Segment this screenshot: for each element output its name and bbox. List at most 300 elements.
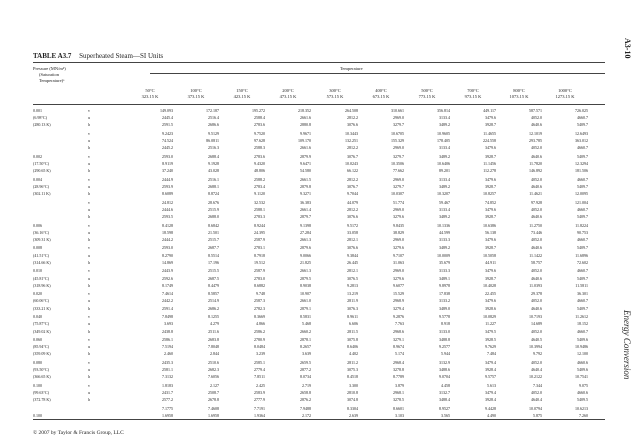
table-cell: 3279.1 [393, 337, 404, 342]
table-cell: 9.5129 [208, 130, 219, 136]
table-cell: 7.9488 [300, 405, 311, 411]
temp-column-header: 200°C 473.15 K [279, 88, 297, 99]
table-cell: 2586.2 [254, 328, 265, 334]
table-cell: 178.405 [437, 138, 450, 144]
table-cell: 9.0704 [439, 374, 450, 380]
table-cell: 7.344 [533, 382, 542, 388]
table-cell: 10.8257 [483, 191, 496, 197]
table-cell: 2879.9 [300, 153, 311, 159]
table-cell: 10.6406 [437, 161, 450, 166]
table-cell: 2661.4 [300, 206, 311, 212]
table-cell: 224.558 [483, 138, 496, 144]
table-cell: 3279.6 [393, 214, 404, 219]
table-cell: 3479.4 [485, 359, 496, 365]
table-cell: 8.918 [441, 321, 450, 327]
table-cell: 9.8435 [393, 222, 404, 228]
table-cell: 5.875 [533, 412, 542, 418]
table-cell: 4660.6 [577, 390, 588, 395]
table-cell: 3479.6 [485, 145, 496, 151]
pressure-label: 0.001 [33, 108, 42, 113]
table-cell: 3279.7 [393, 122, 404, 128]
property-symbol: h [88, 122, 90, 128]
table-cell: 3279.6 [393, 275, 404, 281]
book-title: Energy Conversion [622, 310, 632, 380]
table-cell: 24.395 [254, 229, 265, 235]
property-symbol: h [88, 351, 90, 357]
table-cell: 4660.7 [577, 176, 588, 182]
table-cell: 10.9486 [575, 344, 588, 350]
table-cell: 2687.5 [208, 275, 219, 281]
table-cell: 1.9364 [254, 412, 265, 418]
table-cell: 2435.3 [162, 359, 173, 365]
table-cell: 12.0095 [575, 191, 588, 197]
table-cell: 2658.8 [300, 390, 311, 395]
table-cell: 3928.6 [485, 305, 496, 311]
pressure-label: (290.65 K) [33, 168, 51, 174]
table-cell: 2585.1 [254, 359, 265, 365]
table-cell: 9.748 [256, 291, 265, 297]
table-cell: 12.3294 [575, 161, 588, 166]
table-cell: 5.613 [487, 382, 496, 388]
table-cell: 4052.0 [531, 115, 542, 121]
pressure-label: 0.040 [33, 314, 42, 320]
table-cell: 2659.5 [300, 359, 311, 365]
table-cell: 2811.5 [347, 328, 358, 334]
table-cell: 2588.1 [254, 206, 265, 212]
table-cell: 9.4320 [254, 161, 265, 166]
table-cell: 172.187 [206, 108, 219, 113]
table-cell: 12.1019 [529, 130, 542, 136]
table-cell: 8.3304 [347, 405, 358, 411]
table-cell: 2661.3 [300, 236, 311, 242]
table-cell: 2968.1 [393, 390, 404, 395]
table-cell: 2508.7 [208, 390, 219, 395]
table-cell: 9.7629 [485, 344, 496, 350]
pressure-label: (366.65 K) [33, 374, 51, 380]
table-cell: 3278.5 [393, 397, 404, 403]
table-cell: 10.3506 [391, 161, 404, 166]
table-title [33, 52, 163, 60]
pressure-label: (93.50°C) [33, 367, 49, 373]
table-cell: 2.127 [210, 382, 219, 388]
pressure-label: (280.13 K) [33, 122, 51, 128]
table-cell: 587.571 [529, 108, 542, 113]
temp-column-header: 400°C 673.15 K [372, 88, 390, 99]
temp-column-header: 700°C 973.15 K [464, 88, 482, 99]
property-symbol: v [88, 153, 90, 159]
table-cell: 11.1456 [483, 161, 496, 166]
table-cell: 2812.1 [347, 236, 358, 242]
table-cell: 43.028 [208, 168, 219, 174]
table-cell: 3.693 [164, 321, 173, 327]
pressure-label: (333.21 K) [33, 305, 51, 311]
table-cell: 2968.9 [393, 298, 404, 304]
pressure-label: (28.96°C) [33, 183, 49, 189]
property-symbol: v [88, 359, 90, 365]
table-cell: 7.8498 [162, 314, 173, 320]
table-cell: 2688.0 [208, 214, 219, 219]
table-cell: 2583.9 [254, 390, 265, 395]
table-cell: 38.829 [393, 229, 404, 235]
table-cell: 7.8048 [208, 344, 219, 350]
table-cell: 8.6406 [347, 344, 358, 350]
table-cell: 3479.5 [485, 328, 496, 334]
table-cell: 2515.9 [208, 206, 219, 212]
table-cell: 2811.9 [347, 298, 358, 304]
table-cell: 7.8511 [254, 374, 265, 380]
table-cell: 3928.7 [485, 214, 496, 219]
table-cell: 3133.2 [439, 298, 450, 304]
table-cell: 9.075 [579, 382, 588, 388]
table-cell: 2783.3 [254, 214, 265, 219]
table-cell: 121.004 [575, 199, 588, 205]
table-cell: 9.2813 [347, 282, 358, 288]
table-cell: 2587.3 [254, 298, 265, 304]
table-cell: 8.9244 [254, 222, 265, 228]
table-cell: 9.5778 [439, 314, 450, 320]
table-cell: 3076.6 [347, 214, 358, 219]
table-cell: 14.869 [162, 259, 173, 265]
table-cell: 2660.2 [300, 328, 311, 334]
table-cell: 11.8224 [575, 222, 588, 228]
table-cell: 56.138 [485, 229, 496, 235]
table-cell: 3076.3 [347, 305, 358, 311]
table-cell: 8.9674 [393, 344, 404, 350]
table-cell: 3488.6 [439, 367, 450, 373]
pressure-label: (45.81°C) [33, 275, 49, 281]
table-cell: 2811.2 [347, 359, 358, 365]
table-cell: 3928.4 [485, 367, 496, 373]
table-cell: 2510.6 [208, 359, 219, 365]
table-cell: 4052.0 [531, 359, 542, 365]
table-cell: 218.352 [298, 108, 311, 113]
table-cell: 2514.9 [208, 298, 219, 304]
property-symbol: h [88, 214, 90, 219]
table-cell: 2588.3 [254, 145, 265, 151]
table-cell: 9.0066 [300, 252, 311, 258]
table-number: TABLE A3.7 [33, 52, 72, 60]
table-cell: 109.170 [298, 138, 311, 144]
table-cell: 2879.8 [300, 183, 311, 189]
table-cell: 8.9611 [347, 314, 358, 320]
table-cell: 4.458 [441, 382, 450, 388]
table-cell: 73.446 [531, 229, 542, 235]
table-cell: 5409.7 [577, 245, 588, 251]
table-cell: 2688.4 [208, 153, 219, 159]
table-cell: 2.460 [164, 351, 173, 357]
table-cell: 726.025 [575, 108, 588, 113]
table-cell: 8.4518 [347, 374, 358, 380]
table-cell: 9.792 [533, 351, 542, 357]
pressure-label: 0.100 [33, 382, 42, 388]
table-cell: 26.445 [347, 259, 358, 265]
table-cell: 2879.7 [300, 214, 311, 219]
table-cell: 51.774 [393, 199, 404, 205]
property-symbol: v [88, 382, 90, 388]
pressure-label: (17.50°C) [33, 161, 49, 166]
table-cell: 9.9671 [300, 130, 311, 136]
table-cell: 2661.3 [300, 268, 311, 274]
table-cell: 9.1120 [254, 191, 265, 197]
table-cell: 5.944 [441, 351, 450, 357]
table-cell: 59.467 [439, 199, 450, 205]
table-cell: 2587.9 [254, 268, 265, 274]
table-cell: 132.251 [345, 138, 358, 144]
table-cell: 264.508 [345, 108, 358, 113]
table-cell: 13.219 [347, 291, 358, 297]
property-symbol: u [88, 229, 90, 235]
table-cell: 2969.0 [393, 176, 404, 182]
table-cell: 5409.7 [577, 122, 588, 128]
table-cell: 66.122 [347, 168, 358, 174]
table-cell: 363.012 [575, 138, 588, 144]
pressure-label: 0.006 [33, 222, 42, 228]
table-cell: 9.3271 [300, 191, 311, 197]
table-cell: 3075.8 [347, 337, 358, 342]
table-cell: 97.928 [531, 199, 542, 205]
table-cell: 12.100 [577, 351, 588, 357]
table-cell: 11.227 [485, 321, 496, 327]
table-cell: 3133.3 [439, 236, 450, 242]
table-cell: 3279.4 [393, 305, 404, 311]
property-symbol: v [88, 337, 90, 342]
table-cell: 4052.0 [531, 328, 542, 334]
table-cell: 2581.1 [162, 367, 173, 373]
table-cell: 2812.2 [347, 206, 358, 212]
table-cell: 2.719 [302, 382, 311, 388]
table-cell: 2812.2 [347, 176, 358, 182]
table-cell: 3074.8 [347, 397, 358, 403]
property-symbol: h [88, 397, 90, 403]
table-cell: 8.4128 [162, 222, 173, 228]
pressure-label: (75.87°C) [33, 321, 49, 327]
table-cell: 3.639 [302, 351, 311, 357]
table-cell: 2.639 [349, 412, 358, 418]
pressure-label: 0.020 [33, 291, 42, 297]
temp-column-header: 800°C 1073.15 K [509, 88, 529, 99]
table-cell: 8.4479 [208, 282, 219, 288]
table-cell: 2686.2 [208, 305, 219, 311]
table-cell: 2438.8 [162, 328, 173, 334]
table-cell: 3479.6 [485, 206, 496, 212]
table-cell: 19.512 [254, 259, 265, 265]
property-symbol: u [88, 183, 90, 189]
table-cell: 2593.0 [162, 245, 173, 251]
table-cell: 2516.3 [208, 145, 219, 151]
table-cell: 2661.6 [300, 145, 311, 151]
table-cell: 5409.7 [577, 153, 588, 159]
table-cell: 21.501 [208, 229, 219, 235]
table-cell: 4660.6 [577, 359, 588, 365]
table-cell: 10.4028 [483, 282, 496, 288]
pressure-label: 0.080 [33, 359, 42, 365]
table-cell: 2661.0 [300, 298, 311, 304]
property-symbol: u [88, 161, 90, 166]
table-cell: 4640.6 [531, 305, 542, 311]
table-cell: 3133.4 [439, 115, 450, 121]
table-cell: 2588.2 [254, 176, 265, 182]
table-cell: 11.4655 [483, 130, 496, 136]
property-symbol: v [88, 268, 90, 274]
table-cell: 2.844 [210, 351, 219, 357]
table-cell: 10.0794 [529, 405, 542, 411]
property-symbol: v [88, 222, 90, 228]
property-symbol: u [88, 367, 90, 373]
property-symbol: h [88, 145, 90, 151]
table-cell: 4640.4 [531, 397, 542, 403]
table-cell: 4052.0 [531, 390, 542, 395]
pressure-label: (372.78 K) [33, 397, 51, 403]
table-cell: 2682.3 [208, 367, 219, 373]
table-cell: 4640.6 [531, 245, 542, 251]
table-cell: 3489.2 [439, 122, 450, 128]
table-cell: 3.565 [441, 412, 450, 418]
table-cell: 9.6471 [300, 161, 311, 166]
table-cell: 7.484 [487, 351, 496, 357]
table-cell: 8.1255 [208, 314, 219, 320]
table-cell: 10.7193 [529, 314, 542, 320]
table-cell: 2782.3 [254, 305, 265, 311]
table-cell: 3076.6 [347, 245, 358, 251]
table-cell: 8.9038 [300, 282, 311, 288]
table-cell: 2445.4 [162, 115, 173, 121]
table-cell: 149.093 [160, 108, 173, 113]
table-cell: 4052.0 [531, 236, 542, 242]
table-cell: 2.172 [302, 412, 311, 418]
table-cell: 8.6089 [162, 191, 173, 197]
table-cell: 5409.5 [577, 397, 588, 403]
table-cell: 11.7820 [529, 161, 542, 166]
pressure-label: (60.06°C) [33, 298, 49, 304]
table-cell: 36.301 [577, 291, 588, 297]
table-cell: 8.6842 [208, 222, 219, 228]
table-cell: 181.506 [575, 168, 588, 174]
table-cell: 10.0009 [437, 252, 450, 258]
table-cell: 22.455 [485, 291, 496, 297]
table-cell: 11.5811 [575, 282, 588, 288]
table-cell: 5.468 [302, 321, 311, 327]
table-cell: 11.2612 [575, 314, 588, 320]
table-cell: 18.152 [577, 321, 588, 327]
table-cell: 11.4621 [529, 191, 542, 197]
table-cell: 2876.2 [300, 397, 311, 403]
table-cell: 2969.0 [393, 268, 404, 274]
table-cell: 3488.4 [439, 397, 450, 403]
table-cell: 5409.6 [577, 337, 588, 342]
table-cell: 2431.7 [162, 390, 173, 395]
pressure-label: (6.98°C) [33, 115, 47, 121]
table-cell: 2591.5 [162, 122, 173, 128]
table-cell: 2445.2 [162, 145, 173, 151]
table-cell: 2880.8 [300, 122, 311, 128]
property-symbol: h [88, 374, 90, 380]
table-cell: 10.0243 [345, 161, 358, 166]
table-cell: 2515.7 [208, 236, 219, 242]
table-cell: 3075.3 [347, 367, 358, 373]
table-cell: 4052.0 [531, 176, 542, 182]
table-cell: 10.907 [300, 291, 311, 297]
table-cell: 4.490 [487, 412, 496, 418]
table-cell: 3.879 [395, 382, 404, 388]
table-cell: 9.2577 [439, 344, 450, 350]
table-cell: 2592.6 [162, 275, 173, 281]
table-cell: 2511.6 [208, 328, 219, 334]
table-cell: 44.599 [439, 229, 450, 235]
table-cell: 3489.2 [439, 183, 450, 189]
table-cell: 10.6386 [483, 222, 496, 228]
table-cell: 3133.4 [439, 206, 450, 212]
table-cell: 8.9119 [162, 161, 173, 166]
property-symbol: v [88, 314, 90, 320]
table-cell: 3479.4 [485, 390, 496, 395]
table-cell: 8.7918 [254, 252, 265, 258]
table-cell: 10.0307 [391, 191, 404, 197]
table-cell: 4.279 [210, 321, 219, 327]
table-cell: 9.7520 [254, 130, 265, 136]
table-cell: 18.598 [162, 229, 173, 235]
table-cell: 2969.0 [393, 206, 404, 212]
table-cell: 3479.6 [485, 236, 496, 242]
table-cell: 2877.2 [300, 367, 311, 373]
table-cell: 97.628 [254, 138, 265, 144]
table-cell: 4660.7 [577, 115, 588, 121]
pressure-label: 0.004 [33, 176, 42, 182]
table-cell: 10.5058 [483, 252, 496, 258]
table-cell: 3479.6 [485, 115, 496, 121]
table-cell: 4640.4 [531, 367, 542, 373]
table-cell: 8.2657 [300, 344, 311, 350]
property-symbol: u [88, 390, 90, 395]
table-cell: 310.661 [391, 108, 404, 113]
table-cell: 3488.8 [439, 337, 450, 342]
table-cell: 11.6896 [575, 252, 588, 258]
pressure-label: 0.002 [33, 153, 42, 159]
pressure-label: 0.010 [33, 268, 42, 274]
table-cell: 2810.8 [347, 390, 358, 395]
table-cell: 2593.9 [162, 183, 173, 189]
pressure-label: (309.31 K) [33, 236, 51, 242]
property-symbol: h [88, 282, 90, 288]
table-cell: 2687.7 [208, 245, 219, 251]
pressure-label: 0.008 [33, 245, 42, 251]
table-cell: 2593.0 [162, 153, 173, 159]
temp-column-header: 100°C 373.15 K [187, 88, 205, 99]
table-cell: 4660.7 [577, 236, 588, 242]
table-cell: 2661.6 [300, 115, 311, 121]
temperature-header: Temperature [340, 66, 363, 71]
table-cell: 2783.6 [254, 122, 265, 128]
table-cell: 7.4614 [162, 291, 173, 297]
temp-column-header: 50°C 323.15 K [141, 88, 159, 99]
table-cell: 9.2876 [393, 314, 404, 320]
table-cell: 3479.6 [485, 298, 496, 304]
table-cell: 4660.7 [577, 206, 588, 212]
property-symbol: v [88, 176, 90, 182]
table-cell: 2444.2 [162, 236, 173, 242]
bottom-rule [33, 419, 605, 420]
table-cell: 3.103 [395, 412, 404, 418]
table-cell: 3133.4 [439, 145, 450, 151]
temp-rule [150, 73, 605, 74]
table-cell: 10.1336 [437, 222, 450, 228]
table-cell: 7.6056 [208, 374, 219, 380]
table-cell: 44.079 [347, 199, 358, 205]
table-cell: 6.606 [349, 321, 358, 327]
table-cell: 2783.4 [254, 183, 265, 189]
table-cell: 74.524 [162, 138, 173, 144]
table-cell: 146.892 [529, 168, 542, 174]
table-cell: 9.6077 [393, 282, 404, 288]
